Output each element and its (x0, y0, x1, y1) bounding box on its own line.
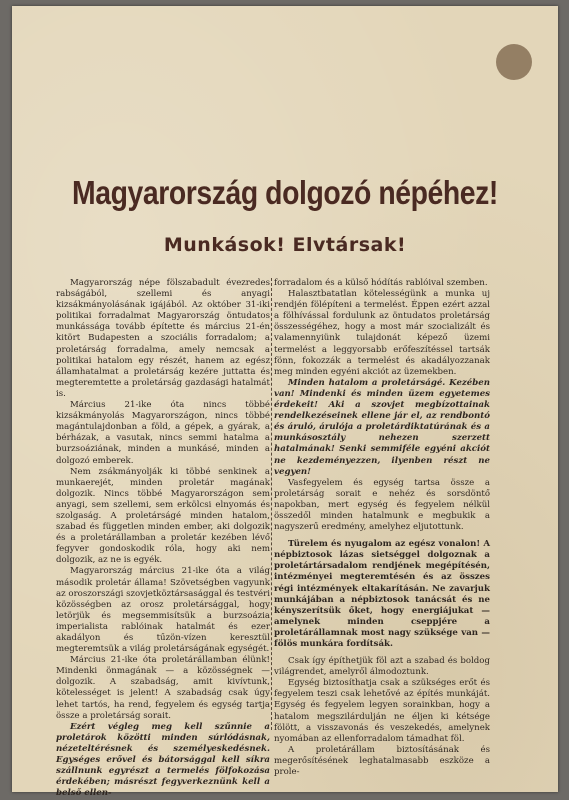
paragraph: Halasztbatatlan kötelességünk a munka uj rendjén fölépíteni a termelést. Éppen ezért azzal a fölhívással fordulunk az öntudatos proletárság összességéhez, hogy a most már szocializált és valamennyiünk tulajdonát képező üzemi termelést a leggyorsabb erőfeszítéssel tartsák fönn, fokozzák a termelést és akadályozzanak meg minden egyéni akciót az üzemekben. (274, 289, 490, 377)
paragraph: Nem zsákmányolják ki többé senkinek a munkaerejét, minden proletár magának dolgozik. Nincs többé Magyarországon sem anyagi, sem szellemi, sem erkölcsi elnyomás és szolgaság. A proletárságé minden hatalom, szabad és független minden ember, aki dolgozik és a proletárállamban a proletár kezében lévő fegyver gondoskodik róla, hogy aki nem dolgozik, az ne is egyék. (56, 466, 270, 566)
paragraph: Március 21-ike óta proletárállamban élünk! Mindenki önmagának — a közösségnek — dolgozik. A szabadság, amit kivívtunk, kötelességet is jelent! A szabadság csak úgy lehet tartós, ha rend, fegyelem és egység tartja össze a proletárság sorait. (56, 655, 270, 721)
page-subtitle: Munkások! Elvtársak! (163, 234, 407, 256)
page-title: Magyarország dolgozó népéhez! (72, 174, 498, 211)
paragraph: A proletárállam biztosításának és megerősítésének leghatalmasabb eszköze a prole- (274, 744, 490, 778)
paragraph: Magyarország március 21-ike óta a világ második proletár állama! Szövetségben vagyunk az oroszországi szovjetköztársasággal és testvéri közösségben az orosz proletársággal, hogy letörjük és megsemmisítsük a burzsoázia imperialista rablóinak hatalmát és ezer akadályon és tűzön-vízen keresztül megteremtsük a világ proletárságának egységét. (56, 566, 270, 655)
paragraph: Március 21-ike óta nincs többé kizsákmányolás Magyarországon, nincs többé magántulajdonban a föld, a gépek, a gyárak, a bérházak, a vasutak, nincs semmi hatalma a burzsoáziának, minden a munkásé, minden a dolgozó emberek. (56, 400, 270, 466)
document-page (12, 6, 558, 799)
paragraph: Magyarország népe fölszabadult évezredes rabságából, szellemi és anyagi kizsákmányolásának igájából. Az október 31-iki politikai forradalmat Magyarország öntudatos munkássága tovább építette és március 21-én kitört Budapesten a szociális forradalom; a proletárság forradalma, amely nemcsak a politikai hatalom egy részét, hanem az egész államhatalmat a proletárság kezére juttatta és megteremtette a proletárság gazdasági hatalmát is. (56, 278, 270, 399)
right-column (274, 278, 490, 778)
paragraph-bold: Türelem és nyugalom az egész vonalon! A népbiztosok lázas sietséggel dolgoznak a proletártársadalom rendjének megépítésén, intézményei megteremtésén és az összes régi intézmények eltakarításán. Ne zavarjuk munkájában a népbiztosok tanácsát és ne kényszerítsük őket, hogy energiájukat — amelynek minden cseppjére a proletárállamnak most nagy szüksége van — fölös munkára fordítsák. (274, 539, 490, 649)
paragraph: Vasfegyelem és egység tartsa össze a proletárság sorait e nehéz és sorsdöntő napokban, mert egység és fegyelem nélkül összedől minden hatalmunk e megbukik a nagyszerű eredmény, amelyhez eljutottunk. (274, 477, 490, 533)
paragraph: Egység biztosíthatja csak a szükséges erőt és fegyelem teszi csak lehetővé az építés munkáját. Egység és fegyelem legyen sorainkban, hogy a hatalom megszilárdulján ne éljen ki kétsége fölött, a visszavonás és veszekedés, amelynek nyomában az ellenforradalom támadhat föl. (274, 678, 490, 744)
paragraph-emphasis: Minden hatalom a proletárságé. Kezében van! Mindenki és minden üzem egyetemes érdekeit! Aki a szovjet megbízottainak rendelkezéseinek ellene jár el, az rendbontó és áruló, árulója a proletárdiktatúrának és a munkásosztály nehezen szerzett hatalmának! Senki semmiféle egyéni akciót ne kezdeményezzen, ilyenben részt ne vegyen! (274, 377, 490, 477)
column-divider (271, 278, 272, 730)
stamp-mark (496, 44, 532, 80)
paragraph-emphasis: Ezért végleg meg kell szűnnie a proletárok közötti minden súrlódásnak, nézeteltérésnek és személyeskedésnek. Egységes erővel és bátorsággal kell síkra szállnunk egyrészt a termelés fölfokozása érdekében; másrészt fegyverkeznünk kell a belső ellen- (56, 721, 270, 799)
paragraph: Csak így építhetjük föl azt a szabad és boldog világrendet, amelyről álmodoztunk. (274, 656, 490, 678)
left-column (56, 278, 270, 799)
paragraph: forradalom és a külső hódítás rablóival szemben. (274, 278, 488, 288)
